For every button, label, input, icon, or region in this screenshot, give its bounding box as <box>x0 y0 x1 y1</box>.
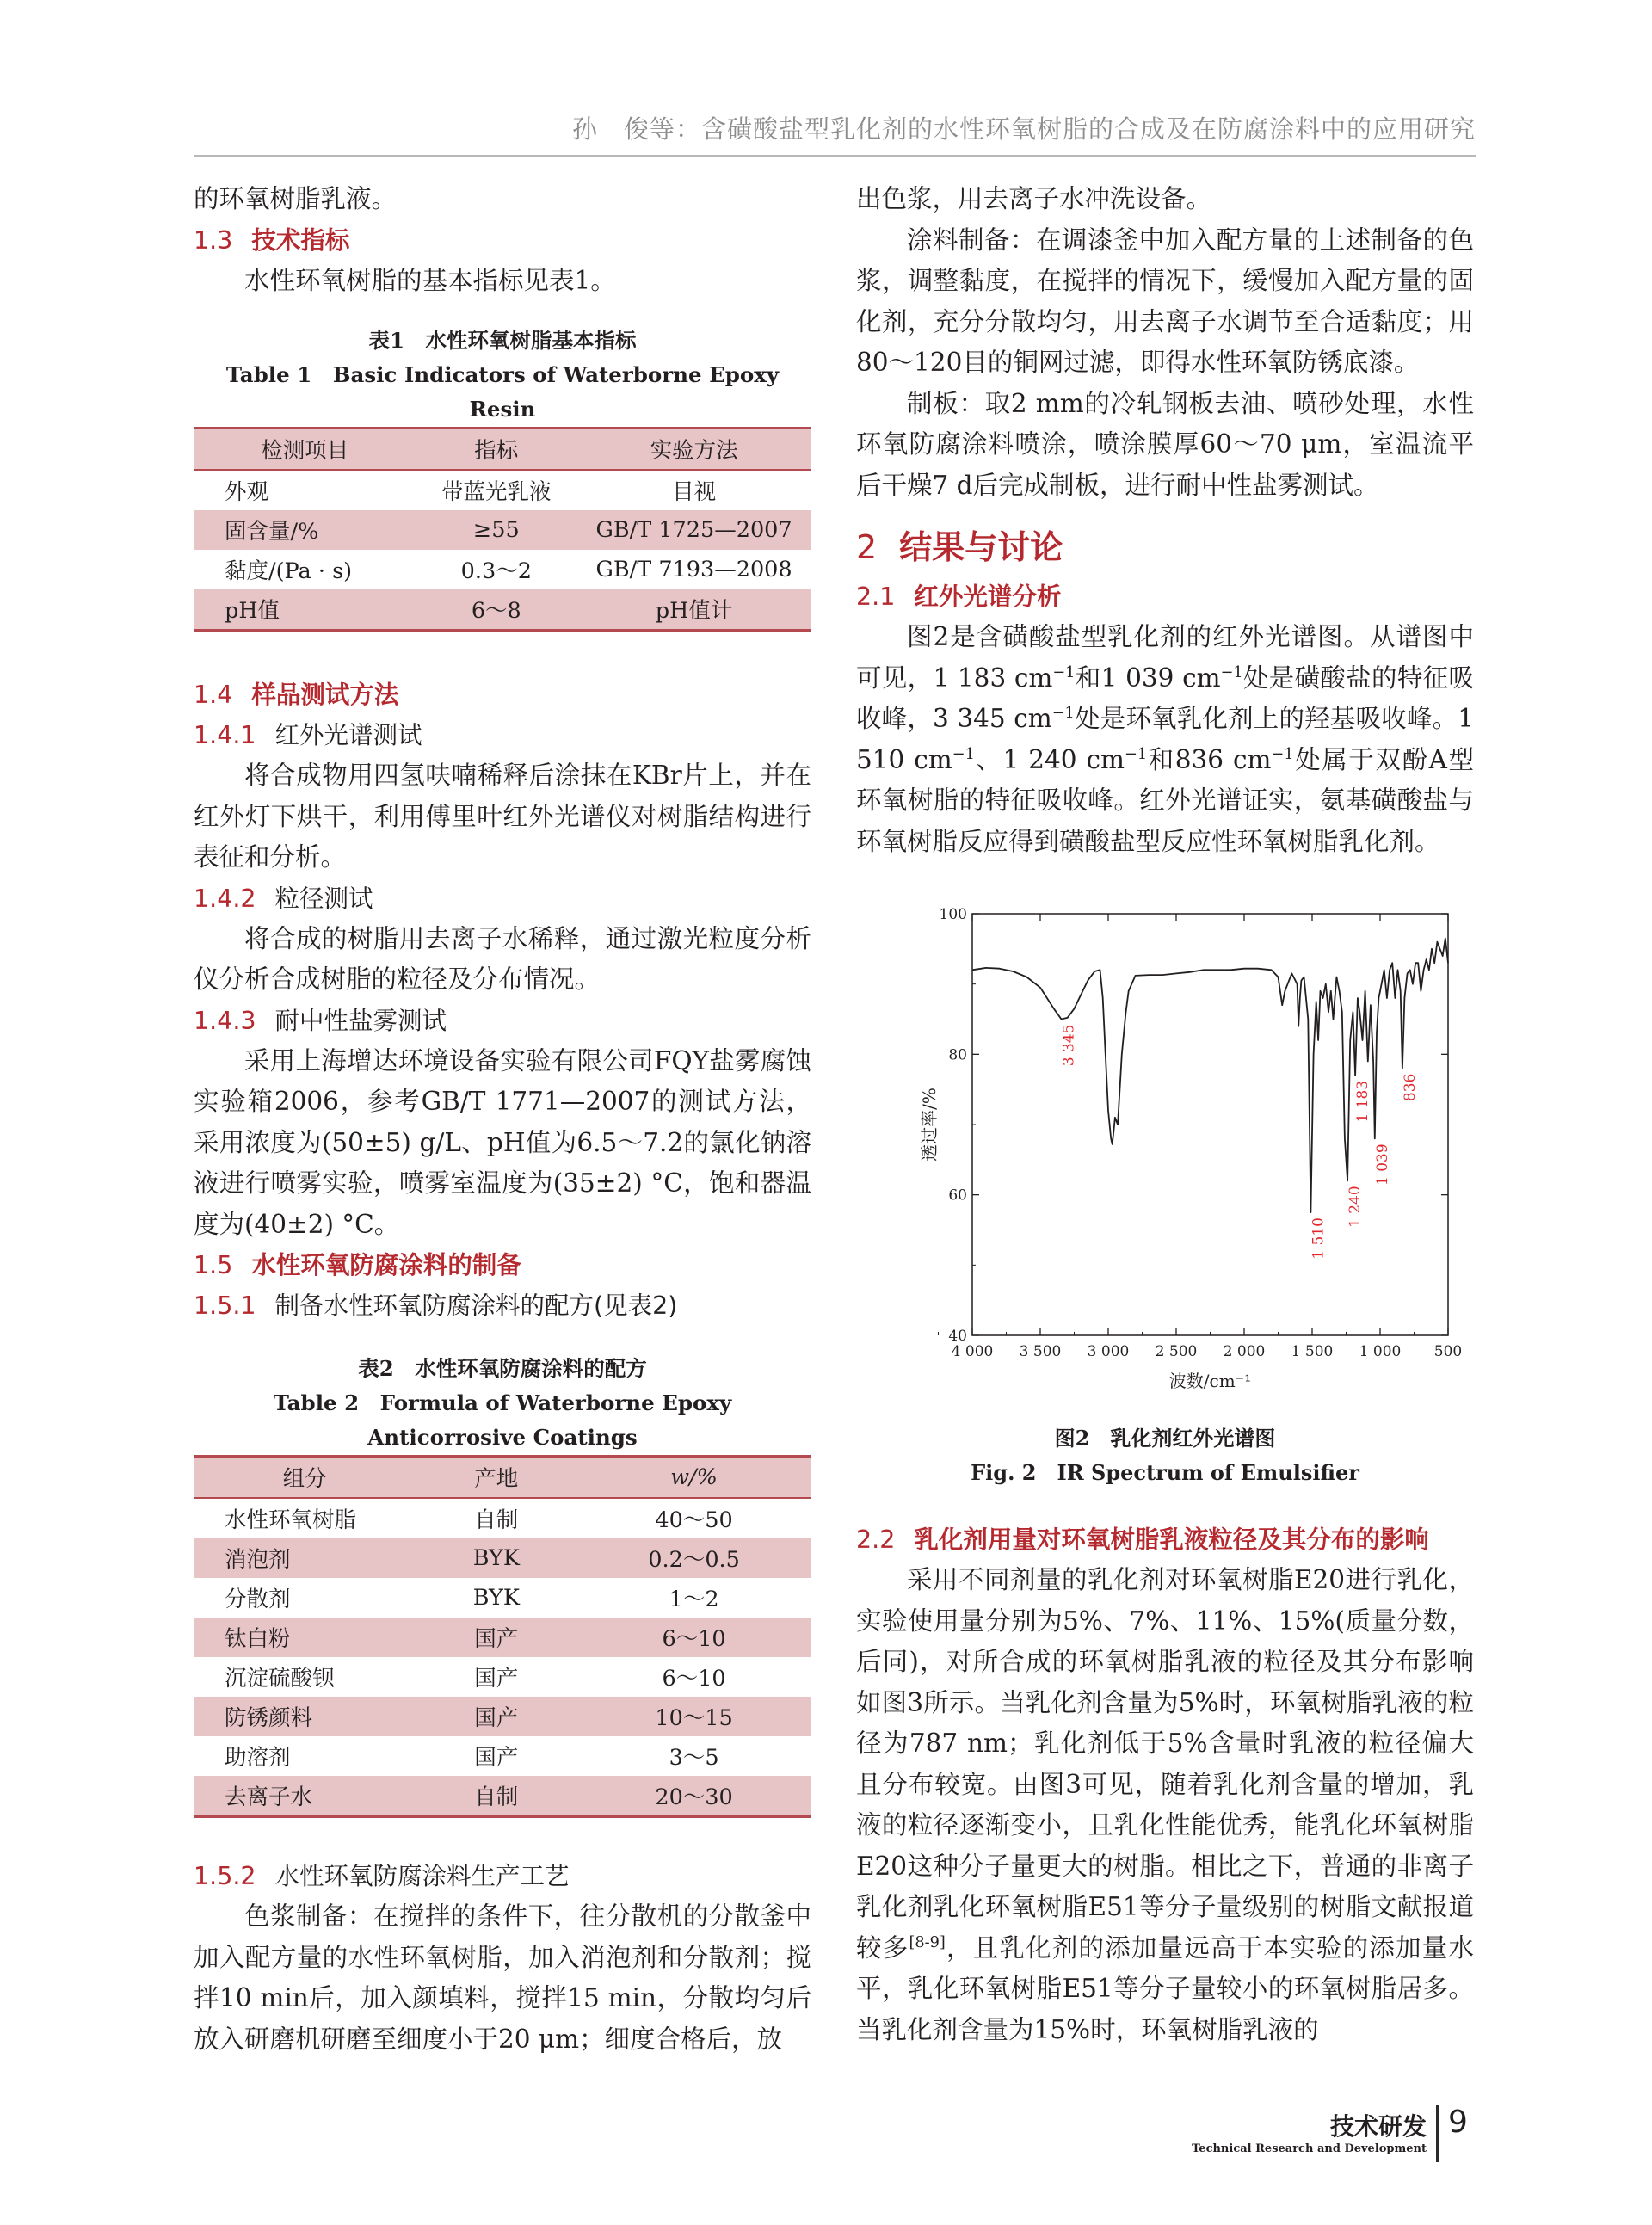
table1-caption-en: Table 1 Basic Indicators of Waterborne Epoxy Resin <box>225 362 780 422</box>
section-1-4-3-paragraph: 采用上海增达环境设备实验有限公司FQY盐雾腐蚀实验箱2006，参考GB/T 1771—2007的测试方法，采用浓度为(50±5) g/L、pH值为6.5～7.2的氯化钠溶液进行喷雾实验，喷雾室温度为(35±2) °C，饱和器温度为(40±2) °C。 <box>194 1045 811 1239</box>
section-title: 红外光谱分析 <box>914 582 1062 611</box>
table-cell: pH值 <box>225 598 280 624</box>
table-cell: 沉淀硫酸钡 <box>225 1666 335 1692</box>
table-cell: 国产 <box>474 1705 519 1731</box>
table-cell: 黏度/(Pa · s) <box>225 558 353 584</box>
x-axis-label: 波数/cm⁻¹ <box>1168 1371 1252 1391</box>
peak-annotation: 1 039 <box>1373 1143 1391 1186</box>
ir-spectrum-figure <box>856 888 1474 1421</box>
table2-caption-en: Table 2 Formula of Waterborne Epoxy Anticorrosive Coatings <box>273 1390 732 1450</box>
left-column <box>194 179 811 2060</box>
x-tick-label: 1 000 <box>1359 1343 1402 1360</box>
paragraph-continued: 出色浆，用去离子水冲洗设备。 <box>856 184 1212 213</box>
page-number: 9 <box>1448 2105 1468 2140</box>
plot-frame <box>972 914 1448 1335</box>
x-tick-label: 4 000 <box>951 1343 994 1360</box>
table-row <box>194 1736 811 1776</box>
section-1-5-2-paragraph: 色浆制备：在搅拌的条件下，往分散机的分散釜中加入配方量的水性环氧树脂，加入消泡剂和分散剂；搅拌10 min后，加入颜填料，搅拌15 min，分散均匀后放入研磨机研磨至细度小于20 μm；细度合格后，放 <box>194 1901 811 2054</box>
section-2-1-heading <box>856 576 1474 617</box>
table-cell: 国产 <box>474 1666 519 1692</box>
table-row <box>194 1618 811 1657</box>
x-tick-label: 2 500 <box>1155 1343 1198 1360</box>
section-1-5-2-heading <box>194 1856 811 1896</box>
table-row <box>194 470 811 510</box>
table-header-cell: 产地 <box>474 1466 519 1492</box>
section-1-5-heading <box>194 1245 811 1285</box>
table-cell: 国产 <box>474 1626 519 1652</box>
table-cell: 自制 <box>474 1784 519 1810</box>
section-number: 1.4.1 <box>194 721 256 749</box>
table-cell: 分散剂 <box>225 1587 291 1612</box>
section-title: 样品测试方法 <box>251 681 399 709</box>
text-run: 处是环氧乳化剂上的羟基吸收峰。1 510 cm <box>856 704 1474 774</box>
table-cell: BYK <box>472 1585 520 1611</box>
section-number: 2.1 <box>856 582 896 611</box>
section-number: 1.4 <box>194 681 233 709</box>
y-axis-label: 透过率/% <box>919 1088 940 1162</box>
table-row <box>194 550 811 589</box>
section-1-3-heading <box>194 220 811 261</box>
text-run: 处是磺酸盐的特征吸收峰，3 345 cm <box>856 663 1474 733</box>
table-cell: 目视 <box>672 479 717 505</box>
text-run: ，且乳化剂的添加量远高于本实验的添加量水平，乳化环氧树脂E51等分子量较小的环氧树脂居多。当乳化剂含量为15%时，环氧树脂乳液的 <box>856 1932 1474 2044</box>
section-2-2-heading <box>856 1519 1474 1560</box>
footer-divider <box>1436 2105 1439 2162</box>
section-1-4-3-heading <box>194 1001 811 1041</box>
section-title: 耐中性盐雾测试 <box>274 1006 447 1035</box>
section-1-4-2-heading <box>194 878 811 919</box>
y-tick-label: 80 <box>948 1046 967 1064</box>
table-cell: ≥55 <box>472 517 520 543</box>
section-number: 1.3 <box>194 225 233 255</box>
section-number: 2 <box>856 528 878 566</box>
table1-caption-cn: 表1 水性环氧树脂基本指标 <box>368 328 637 353</box>
superscript: −1 <box>1052 663 1076 681</box>
x-tick-label: 2 000 <box>1223 1343 1266 1360</box>
table-cell: GB/T 7193—2008 <box>595 557 792 582</box>
text-run: 处属于双酚A型环氧树脂的特征吸收峰。红外光谱证实，氨基磺酸盐与环氧树脂反应得到磺酸盐型反应性环氧树脂乳化剂。 <box>856 744 1474 856</box>
section-title: 乳化剂用量对环氧树脂乳液粒径及其分布的影响 <box>914 1525 1429 1554</box>
paragraph-continued: 的环氧树脂乳液。 <box>194 184 398 213</box>
table-header-cell: 指标 <box>474 438 519 464</box>
x-tick-label: 3 000 <box>1087 1343 1130 1360</box>
section-1-4-1-heading <box>194 715 811 755</box>
table-row <box>194 1578 811 1618</box>
table-cell: 6～10 <box>662 1666 726 1692</box>
y-tick-label: 60 <box>948 1186 967 1205</box>
table-header-cell: 检测项目 <box>261 438 349 464</box>
table-cell: 消泡剂 <box>225 1547 291 1573</box>
table1 <box>194 427 811 632</box>
peak-annotation: 1 240 <box>1347 1186 1365 1229</box>
peak-annotation: 1 510 <box>1310 1217 1328 1260</box>
fig2-caption-en: Fig. 2 IR Spectrum of Emulsifier <box>971 1460 1359 1485</box>
section-2-1-paragraph <box>856 617 1474 862</box>
table-row <box>194 1697 811 1736</box>
section-title: 结果与讨论 <box>899 528 1063 566</box>
table-cell: 国产 <box>474 1745 519 1771</box>
footer-section-en: Technical Research and Development <box>1192 2142 1427 2155</box>
running-header <box>194 103 1476 157</box>
footer-section-cn: 技术研发 <box>1329 2112 1427 2141</box>
section-title: 水性环氧防腐涂料生产工艺 <box>274 1862 570 1890</box>
section-1-4-2-paragraph: 将合成的树脂用去离子水稀释，通过激光粒度分析仪分析合成树脂的粒径及分布情况。 <box>194 923 811 994</box>
y-tick-label: 100 <box>939 906 967 923</box>
table-cell: GB/T 1725—2007 <box>595 517 792 543</box>
peak-annotation: 3 345 <box>1060 1024 1078 1067</box>
section-title: 技术指标 <box>251 225 350 255</box>
table-cell: 10～15 <box>655 1705 733 1731</box>
section-1-3-paragraph: 水性环氧树脂的基本指标见表1。 <box>244 265 616 295</box>
table-header-row <box>194 1457 811 1499</box>
peak-annotation: 836 <box>1401 1073 1419 1102</box>
table2 <box>194 1455 811 1818</box>
table-row <box>194 589 811 631</box>
table-row <box>194 1538 811 1578</box>
table-cell: pH值计 <box>655 598 733 624</box>
table-cell: 固含量/% <box>225 519 319 545</box>
table-row <box>194 510 811 550</box>
table-cell: 钛白粉 <box>225 1626 291 1652</box>
table-cell: 带蓝光乳液 <box>441 479 552 505</box>
table-row <box>194 1776 811 1817</box>
superscript: −1 <box>1271 745 1294 763</box>
table-cell: 1～2 <box>669 1587 719 1612</box>
table-header-cell: 实验方法 <box>650 438 738 464</box>
x-tick-label: 3 500 <box>1019 1343 1062 1360</box>
section-2-heading <box>856 523 1474 571</box>
coating-preparation-paragraph: 涂料制备：在调漆釜中加入配方量的上述制备的色浆，调整黏度，在搅拌的情况下，缓慢加入配方量的固化剂，充分分散均匀，用去离子水调节至合适黏度；用80～120目的铜网过滤，即得水性环氧防锈底漆。 <box>856 225 1474 377</box>
table-cell: 40～50 <box>655 1507 733 1533</box>
section-number: 1.4.3 <box>194 1006 256 1035</box>
reference-citation: [8-9] <box>909 1933 946 1951</box>
right-column <box>856 179 1474 2050</box>
section-title: 水性环氧防腐涂料的制备 <box>251 1251 521 1279</box>
superscript: −1 <box>952 745 975 763</box>
table-header-cell: 组分 <box>282 1466 327 1492</box>
section-1-4-1-paragraph: 将合成物用四氢呋喃稀释后涂抹在KBr片上，并在红外灯下烘干，利用傅里叶红外光谱仪对树脂结构进行表征和分析。 <box>194 761 811 872</box>
table-cell: 6～10 <box>662 1626 726 1652</box>
text-run: 和836 cm <box>1147 744 1272 774</box>
text-run: 、1 240 cm <box>974 744 1125 774</box>
section-number: 1.5.2 <box>194 1862 256 1890</box>
fig2-caption-cn: 图2 乳化剂红外光谱图 <box>1054 1426 1276 1451</box>
table-cell: 水性环氧树脂 <box>225 1507 357 1533</box>
peak-annotation: 1 183 <box>1354 1080 1372 1123</box>
section-1-4-heading <box>194 675 811 715</box>
table-cell: 20～30 <box>655 1784 733 1810</box>
section-number: 1.5.1 <box>194 1291 256 1320</box>
panel-preparation-paragraph: 制板：取2 mm的冷轧钢板去油、喷砂处理，水性环氧防腐涂料喷涂，喷涂膜厚60～70 μm，室温流平后干燥7 d后完成制板，进行耐中性盐雾测试。 <box>856 388 1474 500</box>
superscript: −1 <box>1125 745 1148 763</box>
ir-spectrum-chart <box>856 888 1474 1421</box>
table-row <box>194 1657 811 1697</box>
section-number: 2.2 <box>856 1525 896 1554</box>
x-tick-label: 1 500 <box>1291 1343 1334 1360</box>
section-title: 粒径测试 <box>274 884 373 913</box>
table-cell: 0.2～0.5 <box>648 1547 740 1573</box>
superscript: −1 <box>1051 705 1075 723</box>
table-cell: BYK <box>472 1545 520 1571</box>
section-1-5-1-heading <box>194 1285 811 1326</box>
table-cell: 外观 <box>225 479 269 505</box>
table-cell: 0.3～2 <box>460 558 532 584</box>
table2-caption-cn: 表2 水性环氧防腐涂料的配方 <box>358 1356 647 1381</box>
table-cell: 6～8 <box>471 598 521 624</box>
table-cell: 自制 <box>474 1507 519 1533</box>
table-cell: 3～5 <box>669 1745 719 1771</box>
section-2-2-paragraph <box>856 1560 1474 2050</box>
table-cell: 去离子水 <box>225 1784 313 1810</box>
table-header-cell <box>576 1457 811 1499</box>
x-tick-label: 500 <box>1433 1343 1463 1360</box>
section-number: 1.5 <box>194 1251 233 1279</box>
text-run: 图2是含磺酸盐型乳化剂的红外光谱图。从谱图中可见，1 183 cm <box>856 622 1474 693</box>
section-number: 1.4.2 <box>194 884 256 913</box>
w-header-label: w/% <box>670 1464 718 1490</box>
table-cell: 防锈颜料 <box>225 1705 313 1731</box>
running-title: 孙 俊等：含磺酸盐型乳化剂的水性环氧树脂的合成及在防腐涂料中的应用研究 <box>571 114 1476 144</box>
table-header-row <box>194 428 811 471</box>
table-cell: 助溶剂 <box>225 1745 291 1771</box>
y-tick-label: 40 <box>948 1328 967 1345</box>
text-run: 和1 039 cm <box>1075 663 1221 693</box>
text-run: 采用不同剂量的乳化剂对环氧树脂E20进行乳化，实验使用量分别为5%、7%、11%、15%(质量分数，后同)，对所合成的环氧树脂乳液的粒径及其分布影响如图3所示。当乳化剂含量为5%时，环氧树脂乳液的粒径为787 nm；乳化剂低于5%含量时乳液的粒径偏大且分布较宽。由图3可见，随着乳化剂含量的增加，乳液的粒径逐渐变小，且乳化性能优秀，能乳化环氧树脂E20这种分子量更大的树脂。相比之下，普通的非离子乳化剂乳化环氧树脂E51等分子量级别的树脂文献报道较多 <box>856 1565 1474 1963</box>
section-title: 红外光谱测试 <box>274 721 422 749</box>
superscript: −1 <box>1220 663 1243 681</box>
table-row <box>194 1498 811 1538</box>
section-title: 制备水性环氧防腐涂料的配方(见表2) <box>274 1291 678 1320</box>
